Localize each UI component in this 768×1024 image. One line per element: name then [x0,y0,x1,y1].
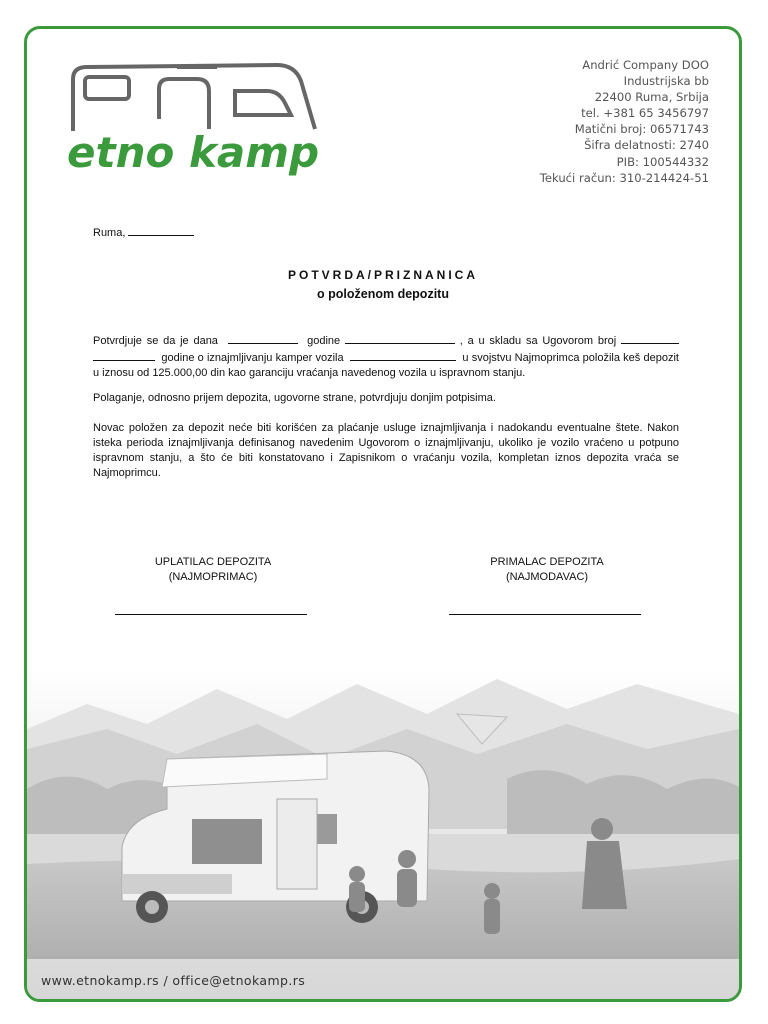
place-date [93,224,679,241]
camping-photo [27,669,739,999]
receiver-signature-line[interactable] [449,614,641,615]
year-blank[interactable] [345,332,455,344]
company-tax-id: PIB: 100544332 [616,154,709,169]
deposit-date-blank[interactable] [228,332,298,344]
place-label: Ruma, [93,227,126,239]
company-info [540,57,709,186]
signatures-paragraph: Polaganje, odnosno prijem depozita, ugovorne strane, potvrdjuju donjim potpisima. [93,392,496,404]
company-street: Industrijska bb [623,74,709,89]
deposit-terms-paragraph: Novac položen za depozit neće biti korišćen za plaćanje usluge iznajmljivanja i nadokandu eventualne štete. Nakon isteka perioda iznajmljivanja definisanog navedenim Ugovorom o iznajmljivanju, ukoliko je vozilo vraćeno u potpuno ispravnom stanju, a što će biti konstatovano i Zapisnikom o vraćanju vozila, kompletan iznos depozita vraća se Najmoprimcu. [93,422,679,479]
company-registration-number: Matični broj: 06571743 [574,122,709,137]
contract-number-blank[interactable] [621,332,679,344]
p1-text-d: godine o iznajmljivanju kamper vozila [161,352,344,364]
company-name: Andrić Company DOO [582,58,709,72]
document-subtitle: o položenom depozitu [317,287,449,301]
confirmation-paragraph [93,332,679,381]
payer-role: (NAJMOPRIMAC) [168,571,258,583]
receiver-title: PRIMALAC DEPOZITA [490,556,604,568]
p1-text-b: godine [307,335,341,347]
signature-block-receiver [427,555,667,585]
p1-text-e: u svojstvu Najmoprimca položila keš depozit u iznosu od 125.000,00 din kao garanciju vraćanja navedenog vozila u ispravnom stanju. [93,352,679,379]
p1-text-c: , a u skladu sa Ugovorom broj [459,335,617,347]
company-city: 22400 Ruma, Srbija [594,90,709,105]
receiver-role: (NAJMODAVAC) [505,571,589,583]
logo-brand-text: etno kamp [67,128,319,177]
document-title: POTVRDA/PRIZNANICA [287,268,478,282]
motorhome-graphic [122,751,429,923]
payer-signature-line[interactable] [115,614,307,615]
p1-text-a: Potvrdjuje se da je dana [93,335,218,347]
date-blank[interactable] [128,224,194,236]
vehicle-blank[interactable] [350,349,456,361]
signature-block-payer [93,555,333,585]
contract-date-blank[interactable] [93,349,155,361]
etno-kamp-logo [67,59,319,177]
page-frame [24,26,742,1002]
company-phone: tel. +381 65 3456797 [581,106,709,121]
footer-contact: www.etnokamp.rs / office@etnokamp.rs [41,973,306,988]
company-bank-account: Tekući račun: 310-214424-51 [539,170,709,185]
company-activity-code: Šifra delatnosti: 2740 [584,138,709,153]
payer-title: UPLATILAC DEPOZITA [154,556,272,568]
